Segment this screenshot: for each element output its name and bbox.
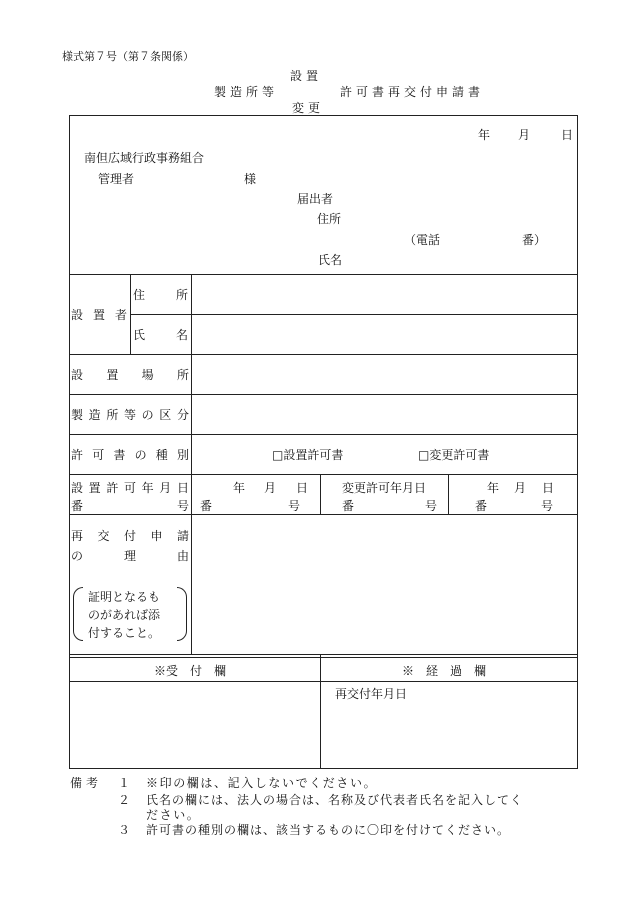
remark-1-number: １ xyxy=(118,776,131,790)
reason-note-line2: のがあれば添 xyxy=(88,608,161,622)
change-day: 日 xyxy=(542,481,555,495)
title-facility: 製造所等 xyxy=(214,85,279,99)
paren-left xyxy=(73,587,83,641)
manager-label: 管理者 xyxy=(98,172,135,186)
remark-2-text-cont: ださい。 xyxy=(146,808,201,822)
location-label: 設 置 場 所 xyxy=(71,368,189,382)
installer-label: 設 置 者 xyxy=(71,308,127,322)
remark-2-number: ２ xyxy=(118,793,131,807)
permit-type-change-checkbox[interactable]: □変更許可書 xyxy=(418,448,490,462)
change-number-ban: 番 xyxy=(342,499,355,513)
title-option-install: 設置 xyxy=(290,69,323,83)
classification-label: 製 造 所 等 の 区 分 xyxy=(71,408,189,422)
location-field[interactable] xyxy=(196,364,572,388)
title-option-change: 変更 xyxy=(292,101,325,115)
installer-address-field[interactable] xyxy=(196,286,572,308)
install-ban: 番 xyxy=(200,499,213,513)
paren-right xyxy=(177,587,187,641)
reason-note-line3: 付すること。 xyxy=(88,626,161,640)
installer-address-label: 住 所 xyxy=(133,288,188,302)
form-number: 様式第７号（第７条関係） xyxy=(62,50,194,63)
name-label: 氏名 xyxy=(318,253,343,267)
change-ban: 番 xyxy=(475,499,488,513)
applicant-label: 届出者 xyxy=(297,192,334,206)
change-date-label: 変更許可年月日 xyxy=(342,481,427,495)
change-month: 月 xyxy=(514,481,527,495)
permit-type-label: 許 可 書 の 種 別 xyxy=(71,448,189,462)
remark-3-number: ３ xyxy=(118,823,131,837)
classification-field[interactable] xyxy=(196,404,572,428)
remark-1-text: ※印の欄は、記入しないでください。 xyxy=(146,776,378,790)
install-year: 年 xyxy=(233,481,246,495)
installer-name-label: 氏 名 xyxy=(133,328,188,342)
date-day: 日 xyxy=(561,128,574,142)
date-month: 月 xyxy=(518,128,531,142)
page-title: 許可書再交付申請書 xyxy=(340,85,485,99)
accept-column-header: ※受 付 欄 xyxy=(154,664,227,678)
date-year: 年 xyxy=(478,128,491,142)
install-month: 月 xyxy=(264,481,277,495)
install-number-label: 番 号 xyxy=(71,499,189,513)
addressee: 南但広域行政事務組合 xyxy=(84,151,205,165)
reissue-date-label: 再交付年月日 xyxy=(335,687,408,701)
remark-3-text: 許可書の種別の欄は、該当するものに〇印を付けてください。 xyxy=(146,823,511,837)
reason-label-line1: 再 交 付 申 請 xyxy=(71,529,189,543)
progress-column-header: ※ 経 過 欄 xyxy=(402,664,487,678)
change-year: 年 xyxy=(487,481,500,495)
address-label: 住所 xyxy=(317,212,342,226)
install-go: 号 xyxy=(288,499,301,513)
installer-name-field[interactable] xyxy=(196,326,572,348)
remarks-label: 備考 xyxy=(70,776,103,790)
install-date-label: 設 置 許 可 年 月 日 xyxy=(71,481,189,495)
change-go: 号 xyxy=(541,499,554,513)
permit-type-install-checkbox[interactable]: □設置許可書 xyxy=(272,448,344,462)
reason-field[interactable] xyxy=(196,520,572,648)
reason-label-line2: の 理 由 xyxy=(71,549,189,563)
honorific-sama: 様 xyxy=(244,172,257,186)
install-day: 日 xyxy=(296,481,309,495)
phone-suffix: 番） xyxy=(522,233,547,247)
change-number-go: 号 xyxy=(425,499,438,513)
reason-note-line1: 証明となるも xyxy=(88,590,161,604)
reception-frame xyxy=(69,654,578,769)
phone-label: （電話 xyxy=(404,233,441,247)
remark-2-text: 氏名の欄には、法人の場合は、名称及び代表者氏名を記入してく xyxy=(146,793,524,807)
